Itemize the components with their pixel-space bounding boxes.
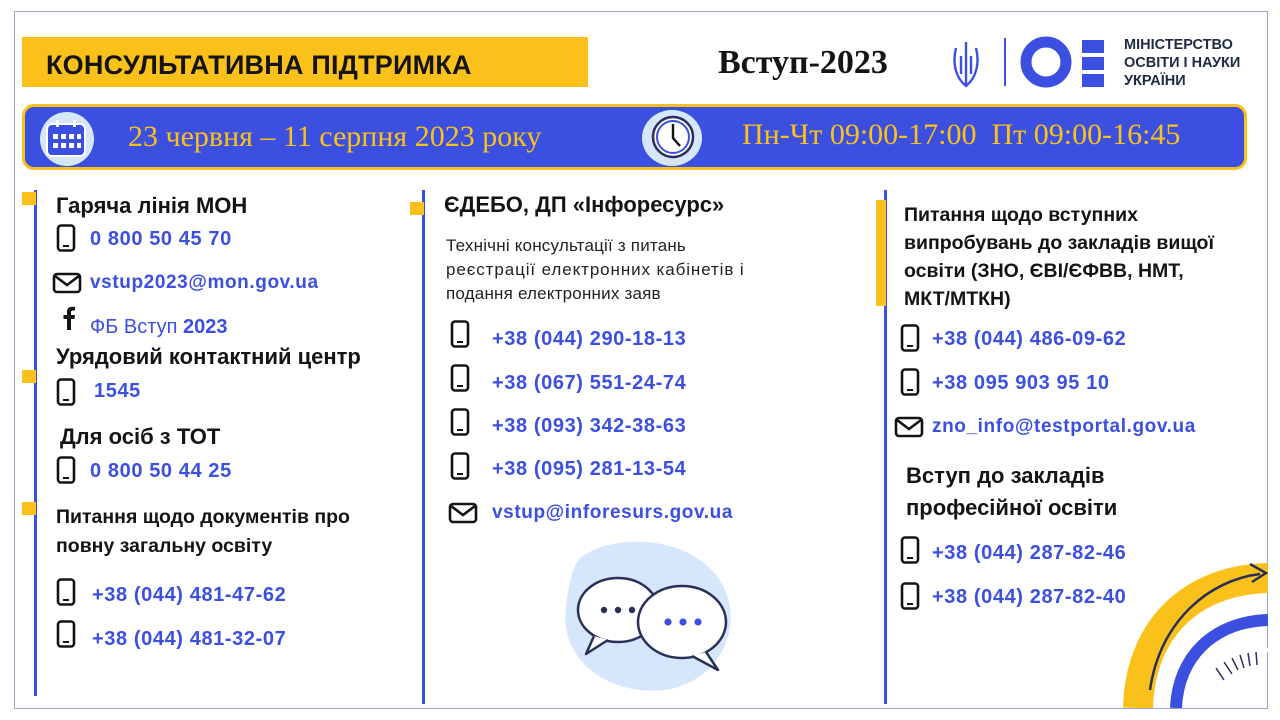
facebook-link[interactable]: ФБ Вступ 2023: [90, 316, 228, 338]
col1-divider: [34, 190, 37, 696]
mail-icon: [52, 272, 82, 294]
section-marker: [22, 192, 36, 205]
exams-title: Питання щодо вступних випробувань до закладів вищої освіти (ЗНО, ЄВІ/ЄФВВ, НМТ, МКТ/МТКН): [904, 204, 1214, 310]
working-hours: Пн-Чт 09:00-17:00 Пт 09:00-16:45: [742, 118, 1181, 151]
phone-icon: [900, 368, 920, 396]
edebo-phone-1[interactable]: +38 (044) 290-18-13: [492, 328, 687, 350]
edebo-phone-2[interactable]: +38 (067) 551-24-74: [492, 372, 687, 394]
clock-icon: [648, 112, 698, 162]
phone-icon: [56, 578, 76, 606]
edebo-phone-3[interactable]: +38 (093) 342-38-63: [492, 415, 687, 437]
decorative-arc-arrow: [1120, 540, 1268, 708]
col2-divider: [422, 190, 425, 704]
campaign-title: Вступ-2023: [718, 44, 888, 81]
facebook-icon: [62, 306, 76, 330]
edebo-phone-4[interactable]: +38 (095) 281-13-54: [492, 458, 687, 480]
docs-title: Питання щодо документів про повну загальну освіту: [56, 506, 350, 557]
section-marker: [876, 200, 886, 306]
vocational-phone-1[interactable]: +38 (044) 287-82-46: [932, 542, 1127, 564]
section-marker: [22, 502, 36, 515]
docs-phone-2[interactable]: +38 (044) 481-32-07: [92, 628, 287, 650]
vocational-phone-2[interactable]: +38 (044) 287-82-40: [932, 586, 1127, 608]
exams-phone-2[interactable]: +38 095 903 95 10: [932, 372, 1110, 394]
vocational-title: Вступ до закладів професійної освіти: [906, 463, 1118, 520]
exams-email[interactable]: zno_info@testportal.gov.ua: [932, 416, 1196, 437]
dates-text: 23 червня – 11 серпня 2023 року: [128, 120, 542, 153]
phone-icon: [900, 324, 920, 352]
phone-icon: [450, 452, 470, 480]
tot-phone[interactable]: 0 800 50 44 25: [90, 460, 232, 482]
phone-icon: [56, 378, 76, 406]
edebo-email[interactable]: vstup@inforesurs.gov.ua: [492, 502, 734, 523]
phone-icon: [450, 320, 470, 348]
phone-icon: [450, 364, 470, 392]
mail-icon: [894, 416, 924, 438]
phone-icon: [56, 620, 76, 648]
phone-icon: [56, 456, 76, 484]
section-marker: [410, 202, 424, 215]
phone-icon: [900, 582, 920, 610]
edebo-title: ЄДЕБО, ДП «Інфоресурс»: [444, 192, 725, 217]
o-logo-circle: [1026, 42, 1066, 82]
chat-bubbles-icon: [560, 538, 740, 698]
docs-phone-1[interactable]: +38 (044) 481-47-62: [92, 584, 287, 606]
gov-center-phone[interactable]: 1545: [94, 380, 141, 402]
phone-icon: [900, 536, 920, 564]
page-title: КОНСУЛЬТАТИВНА ПІДТРИМКА: [46, 50, 472, 80]
calendar-icon: [44, 118, 88, 160]
section-marker: [22, 370, 36, 383]
hotline-phone[interactable]: 0 800 50 45 70: [90, 228, 232, 250]
tot-title: Для осіб з ТОТ: [60, 424, 221, 449]
mail-icon: [448, 502, 478, 524]
ministry-name: МІНІСТЕРСТВО ОСВІТИ І НАУКИ УКРАЇНИ: [1124, 37, 1241, 89]
gov-center-title: Урядовий контактний центр: [56, 344, 361, 369]
hotline-email[interactable]: vstup2023@mon.gov.ua: [90, 272, 319, 293]
exams-phone-1[interactable]: +38 (044) 486-09-62: [932, 328, 1127, 350]
trident-icon: [954, 42, 977, 86]
edebo-description: Технічні консультації з питань реєстрації електронних кабінетів і подання електронних заяв: [446, 236, 745, 303]
hotline-title: Гаряча лінія МОН: [56, 193, 248, 218]
phone-icon: [56, 224, 76, 252]
phone-icon: [450, 408, 470, 436]
